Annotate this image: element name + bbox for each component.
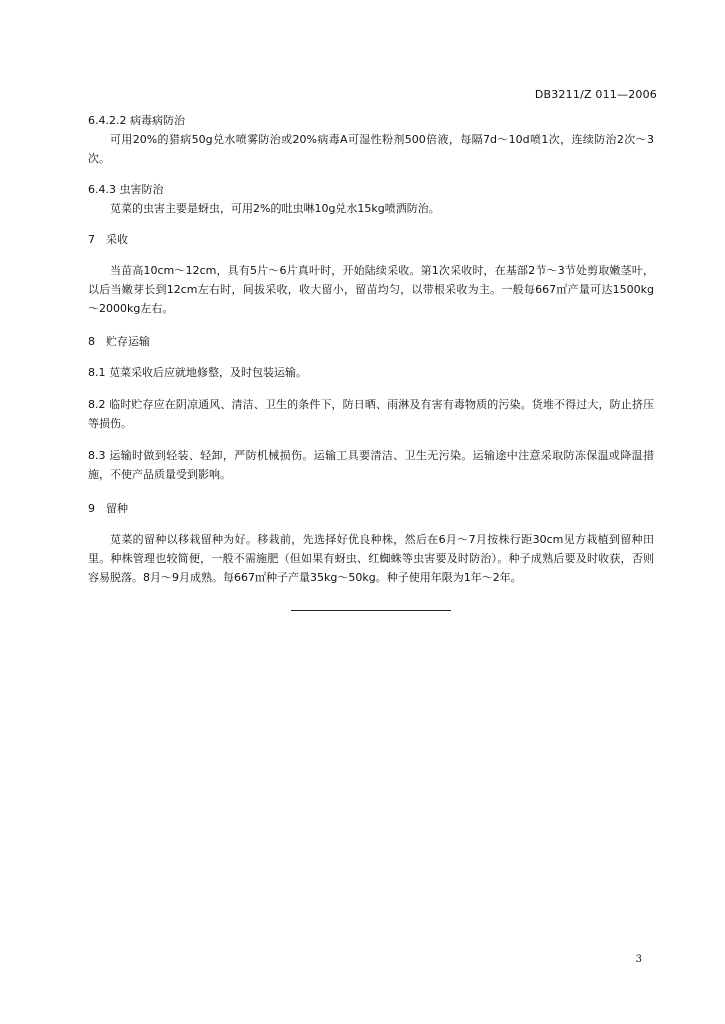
section-8-heading: 8 贮存运输 [88,335,150,348]
document-body [88,111,654,587]
section-7-text: 当苗高10cm～12cm，具有5片～6片真叶时，开始陆续采收。第1次采收时，在基部2节～3节处剪取嫩茎叶，以后当嫩芽长到12cm左右时，间拔采收，收大留小，留苗均匀，以带根采收为主。一般每667㎡产量可达1500kg～2000kg左右。 [88,264,654,315]
section-9-text: 苋菜的留种以移栽留种为好。移栽前，先选择好优良种株，然后在6月～7月按株行距30cm见方栽植到留种田里。种株管理也较简便，一般不需施肥（但如果有蚜虫、红蜘蛛等虫害要及时防治）。种子成熟后要及时收获，否则容易脱落。8月～9月成熟。每667㎡种子产量35kg～50kg。种子使用年限为1年～2年。 [88,533,654,584]
section-8-1-text: 8.1 苋菜采收后应就地修整，及时包装运输。 [88,366,307,379]
page-number: 3 [635,954,642,965]
section-6-4-2-2-text: 可用20%的猎病50g兑水喷雾防治或20%病毒A可湿性粉剂500倍液，每隔7d～10d喷1次，连续防治2次～3次。 [88,133,654,165]
section-9-heading: 9 留种 [88,502,128,515]
section-6-4-2-2-heading: 6.4.2.2 病毒病防治 [88,114,185,127]
section-6-4-3-text: 苋菜的虫害主要是蚜虫，可用2%的吡虫啉10g兑水15kg喷洒防治。 [110,202,440,215]
section-7-heading: 7 采收 [88,233,128,246]
section-6-4-3-heading: 6.4.3 虫害防治 [88,183,164,196]
section-8-2-text: 8.2 临时贮存应在阴凉通风、清洁、卫生的条件下，防日晒、雨淋及有害有毒物质的污染。货堆不得过大，防止挤压等损伤。 [88,398,654,430]
section-8-3-text: 8.3 运输时做到轻装、轻卸，严防机械损伤。运输工具要清洁、卫生无污染。运输途中注意采取防冻保温或降温措施，不使产品质量受到影响。 [88,449,654,481]
document-code: DB3211/Z 011—2006 [534,88,657,101]
end-of-document-rule [291,610,451,611]
